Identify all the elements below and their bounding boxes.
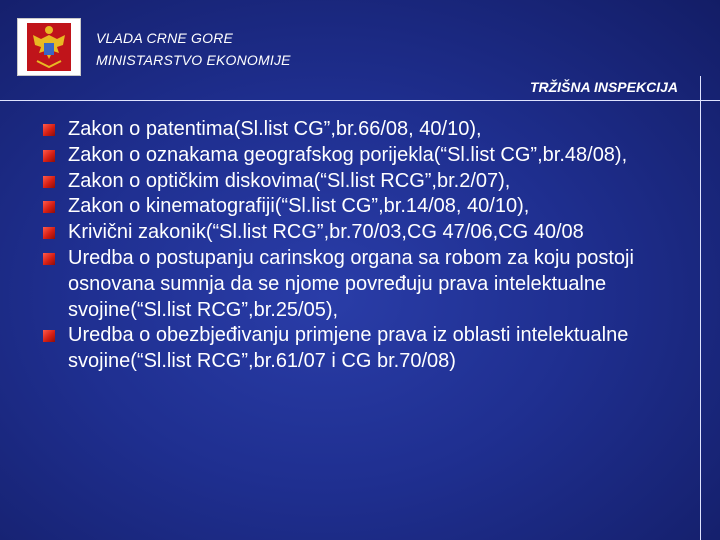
bullet-icon <box>43 330 55 342</box>
header-divider <box>0 100 720 101</box>
right-divider <box>700 76 701 540</box>
legislation-list <box>0 117 700 375</box>
bullet-icon <box>43 253 55 265</box>
list-item <box>0 246 700 323</box>
section-title: TRŽIŠNA INSPEKCIJA <box>529 79 678 95</box>
bullet-icon <box>43 124 55 136</box>
montenegro-coat-of-arms-icon <box>27 23 71 71</box>
list-item-text: Zakon o patentima(Sl.list CG”,br.66/08, 40/10), <box>68 118 482 140</box>
list-item-text: Zakon o oznakama geografskog porijekla(“Sl.list CG”,br.48/08), <box>68 143 628 166</box>
list-item-text: Zakon o optičkim diskovima(“Sl.list RCG”,br.2/07), <box>68 169 511 192</box>
bullet-icon <box>43 201 55 213</box>
bullet-icon <box>43 227 55 239</box>
list-item-text: Krivični zakonik(“Sl.list RCG”,br.70/03,CG 47/06,CG 40/08 <box>68 221 584 244</box>
emblem-frame <box>17 18 81 76</box>
list-item <box>0 169 700 195</box>
bullet-icon <box>43 176 55 188</box>
org-line-ministry: MINISTARSTVO EKONOMIJE <box>96 52 291 68</box>
bullet-icon <box>43 150 55 162</box>
list-item <box>0 117 700 143</box>
org-line-government: VLADA CRNE GORE <box>96 30 234 46</box>
list-item <box>0 143 700 169</box>
list-item-text: Uredba o postupanju carinskog organa sa robom za koju postoji osnovana sumnja da se njome povređuju prava intelektualne svojine(“Sl.list RCG”,br.25/05), <box>68 246 634 321</box>
list-item <box>0 220 700 246</box>
list-item <box>0 323 700 375</box>
list-item <box>0 194 700 220</box>
list-item-text: Zakon o kinematografiji(“Sl.list CG”,br.14/08, 40/10), <box>68 195 530 218</box>
list-item-text: Uredba o obezbjeđivanju primjene prava iz oblasti intelektualne svojine(“Sl.list RCG”,br.61/07 i CG br.70/08) <box>68 324 629 373</box>
